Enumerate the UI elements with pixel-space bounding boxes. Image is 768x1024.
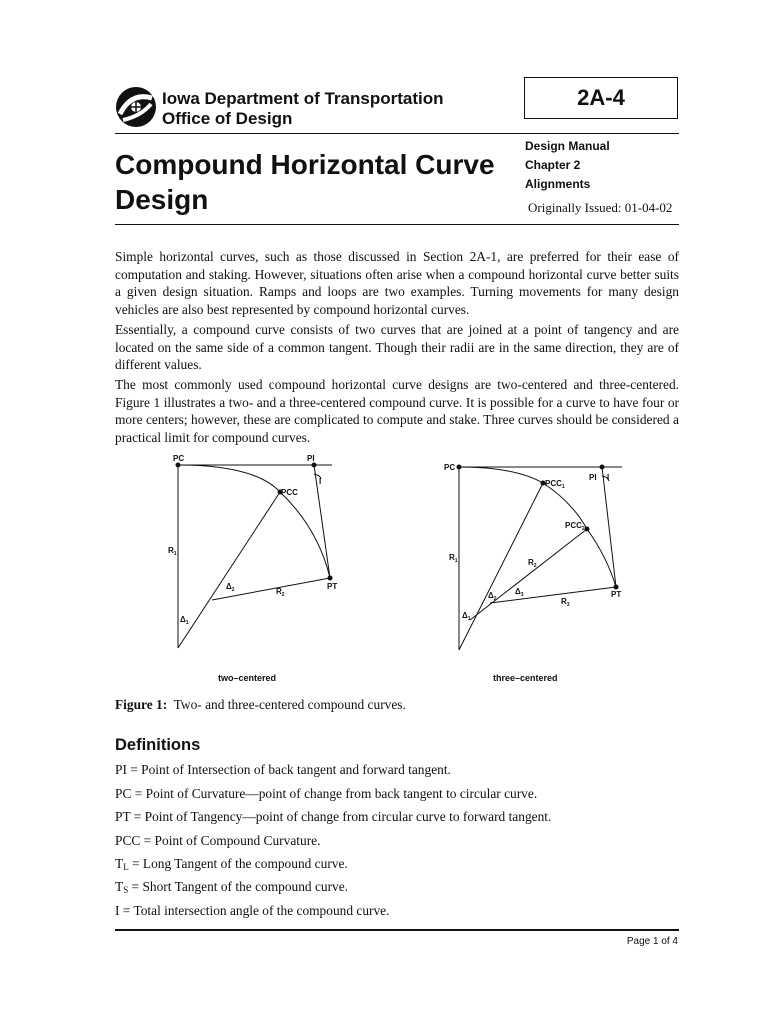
two-centered-diagram — [176, 463, 332, 648]
paragraph-1: Simple horizontal curves, such as those discussed in Section 2A-1, are preferred for their ease of computation and staking. However, situations often arise when a compound horizontal curve better suits a given design situation. Ramps and loops are two examples. Turning movements for many design vehicles are also best represented by compound horizontal curves. — [115, 249, 679, 317]
two-r1-label: $R_1$ — [168, 546, 177, 557]
figure-caption — [115, 697, 406, 713]
two-pt-label: PT — [327, 582, 338, 591]
two-centered-caption: two–centered — [218, 673, 277, 683]
title-line-1: Compound Horizontal Curve — [115, 149, 495, 180]
iowa-dot-logo-icon — [115, 86, 157, 128]
forward-tangent — [314, 465, 330, 578]
org-name: Iowa Department of Transportation — [162, 89, 444, 108]
two-pc-label: PC — [173, 454, 185, 463]
chapter-label: Chapter 2 — [525, 158, 581, 172]
definition-tl: $T_L$ = Long Tangent of the compound curve. — [115, 856, 348, 872]
three-pt-point — [614, 585, 618, 589]
pt-point — [328, 576, 332, 580]
three-centered-caption: three–centered — [493, 673, 558, 683]
compound-curve-arc — [178, 465, 330, 578]
three-pt-label: PT — [611, 590, 622, 599]
three-delta1-label: $\Delta_1$ — [462, 611, 471, 622]
two-r2-label: $R_2$ — [276, 587, 285, 598]
definition-pc: PC = Point of Curvature—point of change from back tangent to circular curve. — [115, 786, 538, 801]
section-number-box: 2A-4 — [524, 77, 678, 119]
three-pc-label: PC — [444, 463, 456, 472]
definition-pi: PI = Point of Intersection of back tangent and forward tangent. — [115, 762, 451, 777]
title-rule — [115, 224, 679, 225]
figure-caption-text: Two- and three-centered compound curves. — [173, 697, 406, 712]
pc-point — [176, 463, 180, 467]
three-i-label: I — [607, 473, 610, 482]
footer-rule — [115, 929, 679, 931]
chapter-title: Alignments — [525, 177, 591, 191]
three-r3-label: $R_3$ — [561, 597, 570, 608]
two-pcc-label: PCC — [281, 488, 298, 497]
three-delta2-label: $\Delta_2$ — [488, 591, 497, 602]
pi-point — [312, 463, 316, 467]
paragraph-3: The most commonly used compound horizontal curve designs are two-centered and three-centered. Figure 1 illustrates a two- and a three-centered compound curve. It is possible for a curve to have four or more centers; however, these are complicated to compute and stake. Three curves should be considered a practical limit for compound curves. — [115, 377, 679, 445]
manual-label: Design Manual — [525, 139, 610, 153]
office-name: Office of Design — [162, 109, 293, 128]
definitions-heading: Definitions — [115, 736, 201, 754]
page-number: Page 1 of 4 — [626, 936, 678, 947]
three-delta3-label: $\Delta_3$ — [515, 587, 524, 598]
two-pi-label: PI — [307, 454, 315, 463]
three-pcc1-label: $PCC_1$ — [545, 479, 565, 490]
three-pcc2-label: $PCC_2$ — [565, 521, 585, 532]
definition-ts: $T_S$ = Short Tangent of the compound curve. — [115, 879, 349, 895]
three-r1-label: $R_1$ — [449, 553, 458, 564]
three-pi-point — [600, 465, 604, 469]
definition-pt: PT = Point of Tangency—point of change from circular curve to forward tangent. — [115, 809, 552, 824]
definition-i: I = Total intersection angle of the compound curve. — [115, 903, 390, 918]
two-delta1-label: $\Delta_1$ — [180, 615, 189, 626]
three-r2-label: $R_2$ — [528, 558, 537, 569]
two-i-label: I — [319, 477, 322, 486]
issued-date: Originally Issued: 01-04-02 — [528, 200, 673, 215]
two-delta2-label: $\Delta_2$ — [226, 582, 235, 593]
paragraph-2: Essentially, a compound curve consists of two curves that are joined at a point of tangency and are located on the same side of a common tangent. Though their radii are in the same direction, they are of different values. — [115, 322, 679, 373]
compound-curve-figure — [160, 450, 650, 690]
three-pcc2-point — [585, 527, 589, 531]
three-pc-point — [457, 465, 461, 469]
three-centered-diagram — [457, 465, 622, 650]
pcc-radius-line — [178, 492, 280, 648]
definition-pcc: PCC = Point of Compound Curvature. — [115, 833, 321, 848]
header-rule — [115, 133, 679, 134]
three-compound-curve-arc — [459, 467, 616, 587]
figure-caption-label: Figure 1: — [115, 697, 168, 712]
title-line-2: Design — [115, 184, 209, 215]
three-pi-label: PI — [589, 473, 597, 482]
page-title — [115, 147, 515, 217]
